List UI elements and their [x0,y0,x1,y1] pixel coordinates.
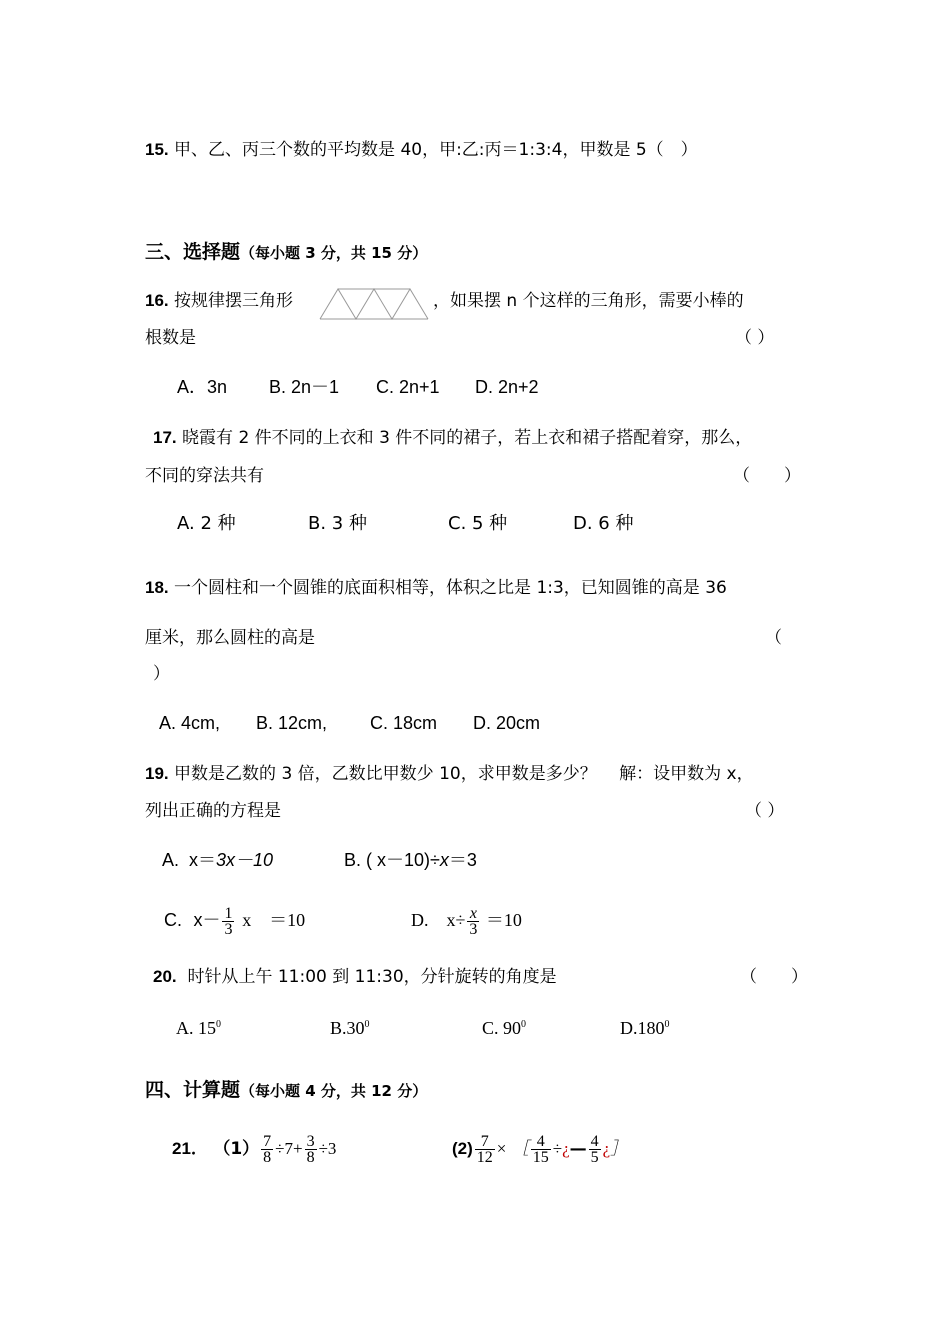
operator: × [496,1139,507,1158]
section-title: 四、计算题 [145,1079,241,1101]
option-expr: ( x－10)÷ [366,850,440,870]
section-note: （每小题 4 分，共 12 分） [240,1082,428,1100]
question-text: 晓霞有 2 件不同的上衣和 3 件不同的裙子，若上衣和裙子搭配着穿，那么， [182,428,753,448]
question-text: 按规律摆三角形 [174,291,294,311]
question-text: ，如果摆 n 个这样的三角形，需要小棒的 [433,291,744,311]
fraction-one-third [222,906,234,937]
option-b [330,1013,370,1040]
answer-parentheses: （ ） [745,801,785,821]
part-label: (2) [452,1139,473,1158]
fraction [589,1134,601,1165]
option-expr-italic: 3x－10 [216,850,274,870]
operator: ÷ [552,1139,563,1158]
question-20 [153,965,557,989]
question-number: 18. [145,578,169,597]
option-d: D. 2n+2 [475,377,539,397]
left-bracket: ［ [511,1139,529,1159]
answer-parentheses: （ ） [735,328,775,348]
answer-parentheses: （ ） [740,967,808,987]
option-label: D. [411,910,429,930]
numerator: 3 [306,1132,315,1150]
option-d: D. 20cm [473,713,541,733]
option-label: A. [162,850,180,870]
option-b [344,848,477,872]
degree-mark: 0 [216,1019,221,1030]
degree-mark: 0 [364,1019,370,1030]
degree-mark: 0 [521,1019,527,1030]
option-expr-end: ＝3 [448,850,477,870]
numerator: 7 [263,1132,272,1150]
option-label: C. [164,910,182,930]
degree-mark: 0 [664,1019,670,1030]
section-title: 三、选择题 [145,241,241,263]
option-c: C. 18cm [370,713,438,733]
fraction [261,1134,273,1165]
right-bracket: ］ [610,1139,628,1159]
question-number: 19. [145,764,169,783]
question-number: 20. [153,967,177,986]
numerator: 4 [590,1132,599,1150]
option-b: B. 2n－1 [269,377,340,397]
answer-paren-open: （ [765,628,782,648]
question-16-continued [433,289,744,313]
question-text: 一个圆柱和一个圆锥的底面积相等，体积之比是 1:3，已知圆锥的高是 36 [174,578,727,598]
option-a: A. 2 种 [177,513,236,534]
option-text: C. 90 [482,1018,522,1038]
question-18 [145,576,727,600]
question-16 [145,289,293,313]
option-b: B. 3 种 [308,513,367,534]
option-expr-end: x ＝10 [242,910,306,930]
question-text: 甲、乙、丙三个数的平均数是 40，甲:乙:丙＝1:3:4，甲数是 5（ ） [174,140,698,160]
denominator: 3 [469,921,478,939]
answer-paren-close: ） [153,664,170,684]
option-text: D.180 [620,1018,665,1038]
option-a [176,1013,221,1040]
denominator: 3 [224,920,233,938]
fraction [475,1134,495,1165]
question-text: 厘米，那么圆柱的高是 [145,628,315,648]
option-expr: x－ [193,910,221,930]
numerator: 4 [531,1134,551,1150]
question-number: 16. [145,291,169,310]
option-text: A. 15 [176,1018,216,1038]
denominator: 15 [532,1148,549,1166]
question-18-line-2 [145,626,315,650]
placeholder-glyph: ¿ [562,1139,570,1158]
question-number: 21． [172,1139,208,1158]
option-expr-end: ＝10 [485,910,522,930]
placeholder-glyph: ¿ [602,1139,611,1158]
option-label: B. [344,850,362,870]
answer-parentheses: （ ） [733,466,801,486]
question-text: 甲数是乙数的 3 倍，乙数比甲数少 10，求甲数是多少？ 解：设甲数为 x， [174,764,754,784]
question-text: 根数是 [145,328,196,348]
option-a: A．3n [177,377,228,397]
option-expr: x÷ [446,910,466,930]
denominator: 5 [590,1148,599,1166]
question-21-part-2 [452,1127,627,1171]
fraction [531,1134,551,1165]
question-number: 15. [145,140,169,159]
operator: ÷3 [318,1139,337,1158]
question-19-line-2 [145,799,281,823]
fraction [305,1134,317,1165]
option-d: D. 6 种 [573,513,634,534]
section-note: （每小题 3 分，共 15 分） [240,244,428,262]
option-a [162,848,273,872]
operator: — [569,1139,587,1159]
question-17 [153,426,752,450]
section-4-heading [145,1078,427,1103]
option-c: C. 5 种 [448,513,508,534]
denominator: 8 [263,1148,272,1166]
option-b: B. 12cm, [256,713,328,733]
operator: ÷7+ [275,1139,303,1158]
question-17-line-2 [145,464,264,488]
section-3-heading [145,240,427,265]
option-c [482,1013,526,1040]
option-d [620,1013,670,1040]
option-var: x [439,850,449,870]
numerator: 7 [475,1134,495,1150]
option-text: B.30 [330,1018,365,1038]
question-16-line-2 [145,326,196,350]
option-expr: x＝ [189,850,217,870]
triangle-pattern-figure [319,288,433,320]
question-text: 不同的穿法共有 [145,466,264,486]
numerator: x [467,906,479,922]
option-c: C. 2n+1 [376,377,440,397]
fraction-x-third [467,906,479,937]
option-d [411,900,522,940]
denominator: 8 [306,1148,315,1166]
option-a: A. 4cm, [159,713,221,733]
option-c [164,900,305,941]
part-label: （1） [213,1139,260,1159]
denominator: 12 [476,1148,493,1166]
numerator: 1 [224,904,233,922]
question-text: 时针从上午 11:00 到 11:30，分针旋转的角度是 [187,967,557,987]
question-number: 17. [153,428,177,447]
question-21-part-1 [172,1127,336,1171]
question-text: 列出正确的方程是 [145,801,281,821]
question-15 [145,138,698,162]
question-19 [145,762,754,786]
